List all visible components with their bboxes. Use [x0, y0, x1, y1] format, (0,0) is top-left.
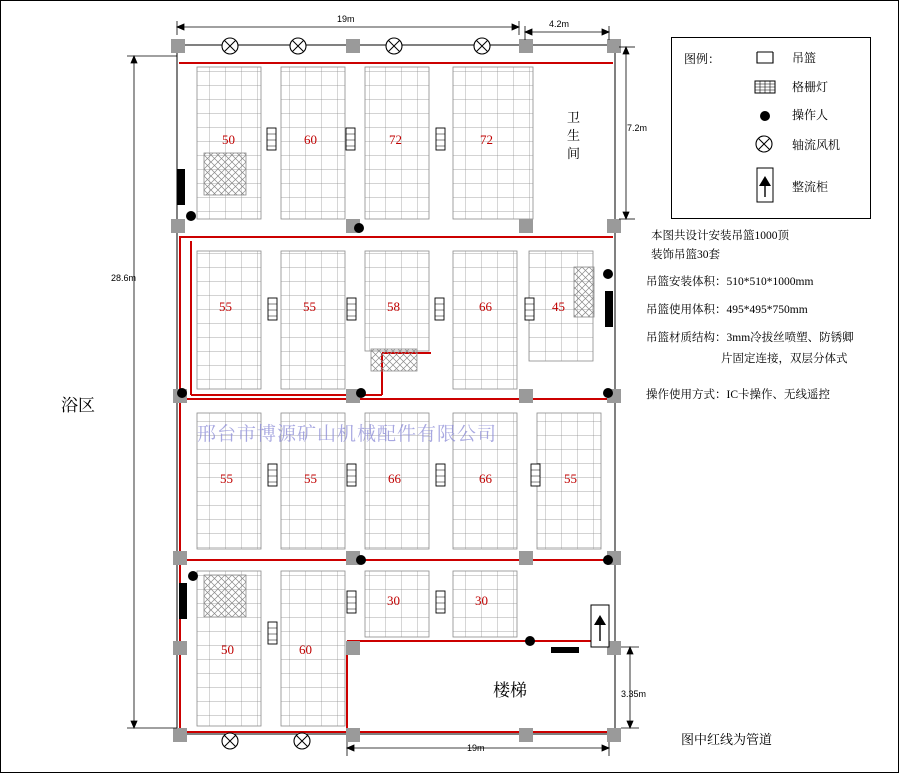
- axial-fan-icon: [752, 133, 776, 155]
- watermark: 邢台市博源矿山机械配件有限公司: [197, 424, 498, 445]
- zone-count: 55: [220, 471, 233, 486]
- zone-count: 55: [303, 299, 316, 314]
- zone-count: 30: [387, 593, 400, 608]
- note-line: 吊篮材质结构：3mm冷拔丝喷塑、防锈卿: [646, 332, 854, 344]
- zone-count: 55: [219, 299, 232, 314]
- zone-count: 66: [388, 471, 401, 486]
- note-line: 本图共设计安装吊篮1000顶: [651, 230, 789, 242]
- zone-count: 50: [221, 642, 234, 657]
- zone-count: 50: [222, 132, 235, 147]
- note-line: 片固定连接，双层分体式: [721, 353, 848, 365]
- legend-label-grille-lamp: 格栅灯: [792, 80, 829, 94]
- zone-count: 58: [387, 299, 400, 314]
- zone-count: 72: [480, 132, 493, 147]
- dim-right-lower-height: 3.35m: [621, 689, 647, 699]
- note-line: 吊篮使用体积：495*495*750mm: [646, 304, 808, 316]
- label-stairs: 楼梯: [493, 681, 527, 700]
- dim-right-upper-height: 7.2m: [627, 123, 648, 133]
- rectifier-cabinet-icon: [754, 166, 778, 206]
- zone-count: 55: [564, 471, 577, 486]
- dim-left-height: 28.6m: [111, 273, 137, 283]
- legend-label-basket: 吊篮: [792, 51, 817, 65]
- zone-count: 55: [304, 471, 317, 486]
- basket-icon: [754, 50, 778, 66]
- zone-count: 66: [479, 471, 492, 486]
- grille-lamp-icon: [752, 79, 778, 95]
- dim-top-right-width: 4.2m: [549, 19, 570, 29]
- dim-bottom-width: 19m: [467, 743, 485, 753]
- note-line: 装饰吊篮30套: [651, 249, 720, 261]
- legend-label-operator: 操作人: [792, 108, 829, 122]
- zone-count: 60: [304, 132, 317, 147]
- zone-count: 72: [389, 132, 402, 147]
- note-line: 吊篮安装体积：510*510*1000mm: [646, 276, 814, 288]
- zone-count: 66: [479, 299, 492, 314]
- legend-panel: [671, 37, 871, 219]
- label-bath-area: 浴区: [61, 396, 95, 415]
- operator-icon: [754, 108, 778, 124]
- legend-label-rectifier-cabinet: 整流柜: [792, 180, 829, 194]
- label-washroom: 卫生间: [567, 110, 581, 161]
- note-line: 操作使用方式：IC卡操作、无线遥控: [646, 389, 830, 401]
- legend-title: 图例：: [684, 52, 721, 66]
- zone-count: 45: [552, 299, 565, 314]
- dim-top-width: 19m: [337, 14, 355, 24]
- zone-count: 30: [475, 593, 488, 608]
- legend-label-axial-fan: 轴流风机: [792, 138, 841, 152]
- footer-note: 图中红线为管道: [681, 732, 773, 747]
- zone-count: 60: [299, 642, 312, 657]
